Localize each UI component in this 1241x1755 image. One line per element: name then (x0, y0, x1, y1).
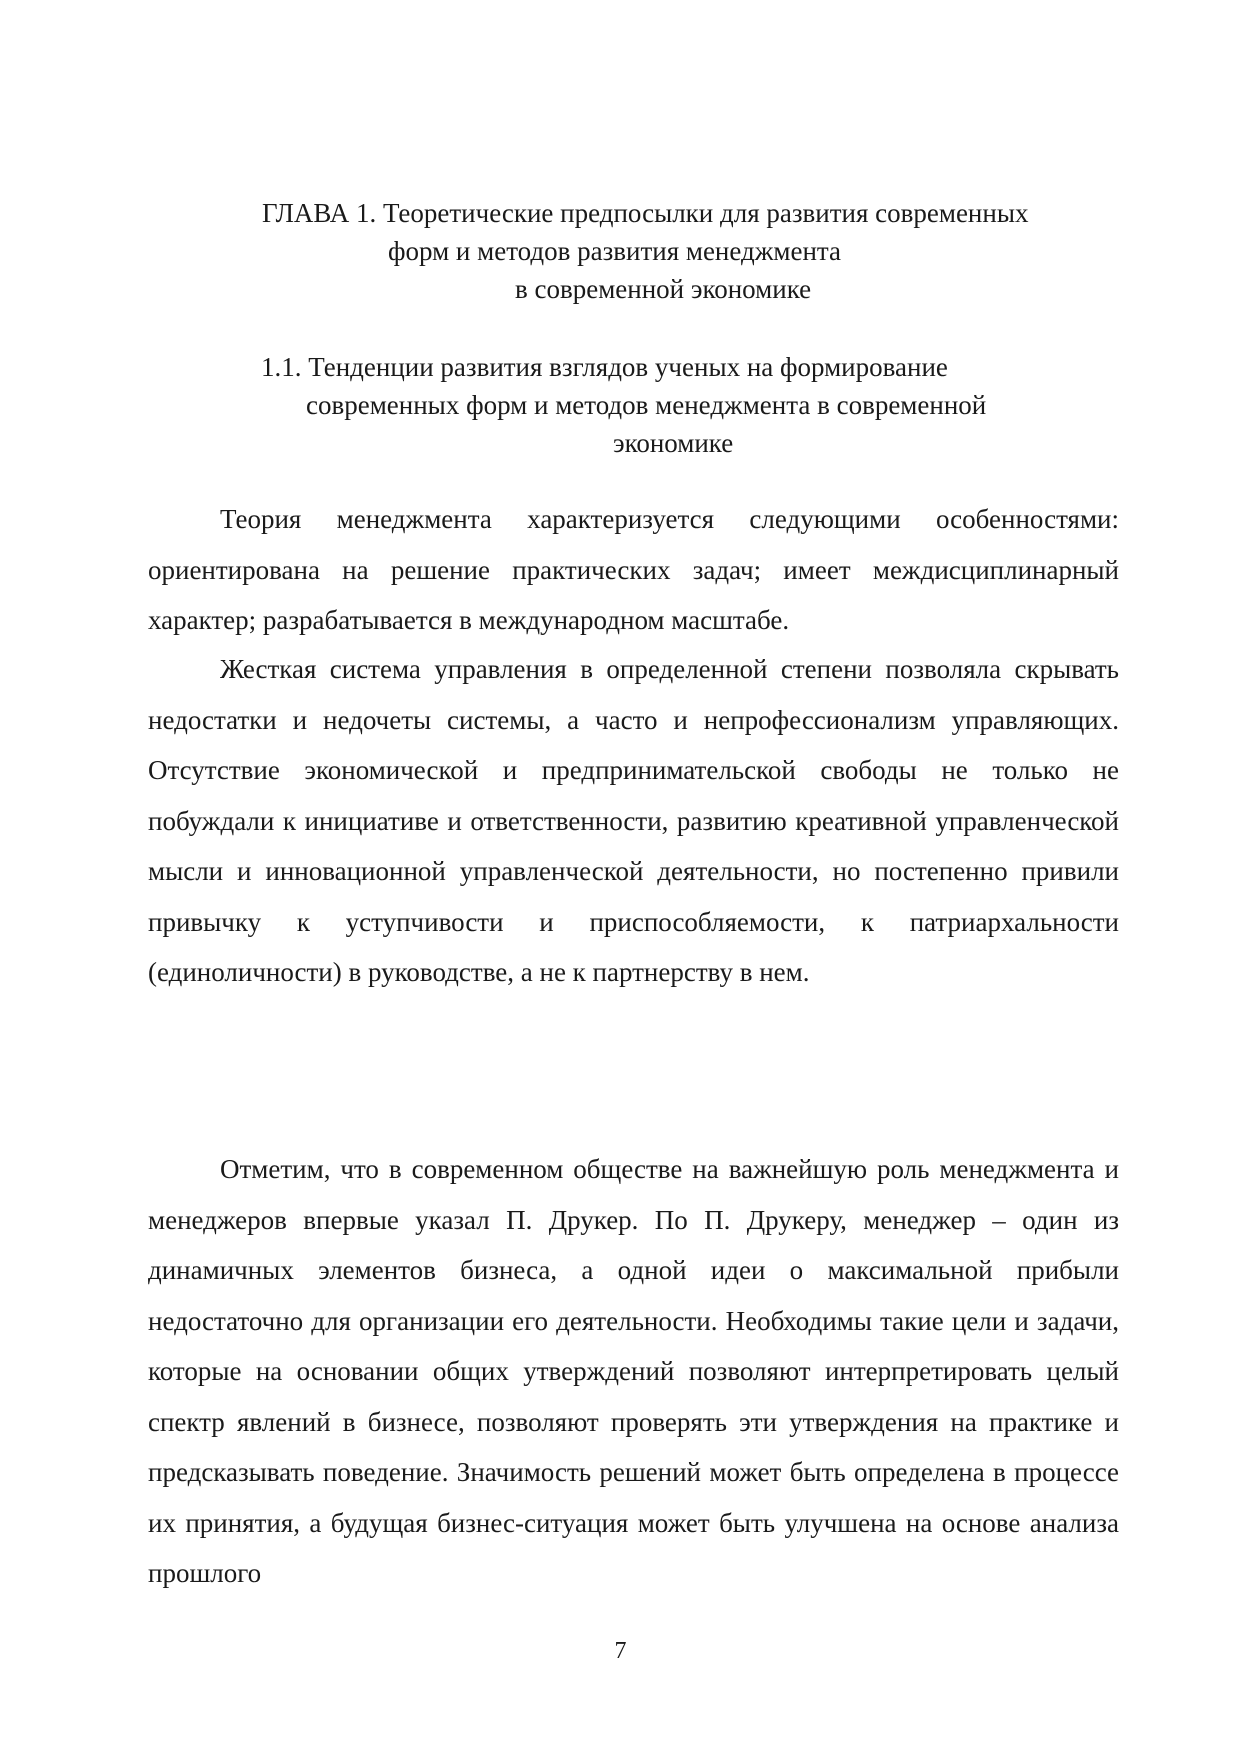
paragraph-1-text: Теория менеджмента характеризуется следующими особенностями: ориентирована на решение практических задач; имеет междисциплинарный характер; разрабатывается в международном масштабе. (148, 504, 1119, 635)
section-title-line-3: экономике (613, 428, 734, 458)
chapter-title-line-2: форм и методов развития менеджмента (388, 236, 842, 266)
paragraph-2 (148, 644, 1119, 998)
paragraph-1 (148, 494, 1119, 646)
paragraph-3 (148, 1144, 1119, 1599)
page-number: 7 (614, 1638, 627, 1664)
section-title-line-2: современных форм и методов менеджмента в современной (306, 390, 987, 420)
paragraph-2-text: Жесткая система управления в определенной степени позволяла скрывать недостатки и недочеты системы, а часто и непрофессионализм управляющих. Отсутствие экономической и предпринимательской свободы не только не побуждали к инициативе и ответственности, развитию креативной управленческой мысли и инновационной управленческой деятельности, но постепенно привили привычку к уступчивости и приспособляемости, к патриархальности (единоличности) в руководстве, а не к партнерству в нем. (148, 654, 1119, 987)
paragraph-3-text: Отметим, что в современном обществе на важнейшую роль менеджмента и менеджеров впервые указал П. Друкер. По П. Друкеру, менеджер – один из динамичных элементов бизнеса, а одной идеи о максимальной прибыли недостаточно для организации его деятельности. Необходимы такие цели и задачи, которые на основании общих утверждений позволяют интерпретировать целый спектр явлений в бизнесе, позволяют проверять эти утверждения на практике и предсказывать поведение. Значимость решений может быть определена в процессе их принятия, а будущая бизнес-ситуация может быть улучшена на основе анализа прошлого (148, 1154, 1119, 1588)
section-title-line-1: 1.1. Тенденции развития взглядов ученых на формирование (261, 352, 948, 382)
chapter-title-line-1: ГЛАВА 1. Теоретические предпосылки для развития современных (262, 198, 1029, 228)
chapter-title-line-3: в современной экономике (515, 274, 812, 304)
